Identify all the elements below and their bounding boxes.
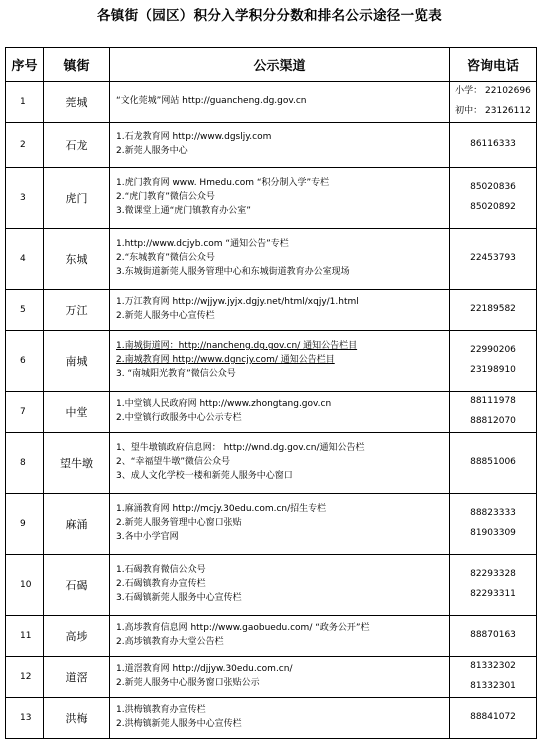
header-phone: 咨询电话 xyxy=(450,48,537,82)
town-name: 洪梅 xyxy=(44,698,110,739)
channel-line: 2.中堂镇行政服务中心公示专栏 xyxy=(116,413,242,423)
channel-line: 3.石碣镇新莞人服务中心宣传栏 xyxy=(116,592,242,603)
row-number: 6 xyxy=(6,331,44,392)
phone-number: 22189582 xyxy=(470,304,516,315)
header-town: 镇街 xyxy=(44,48,110,82)
row-number: 4 xyxy=(6,229,44,290)
row-number: 10 xyxy=(6,555,44,616)
town-name: 莞城 xyxy=(44,82,110,123)
phone-number: 88823333 xyxy=(470,508,516,519)
channel-line: 2.新莞人服务中心 xyxy=(116,146,188,156)
town-name: 道滘 xyxy=(44,657,110,698)
row-number: 8 xyxy=(6,433,44,494)
channel-line: 1.南城街道网：http://nancheng.dg.gov.cn/ 通知公告栏目 xyxy=(116,341,358,352)
channel-line: 3、成人文化学校一楼和新莞人服务中心窗口 xyxy=(116,470,293,481)
channel-line: “文化莞城”网站 http://guancheng.dg.gov.cn xyxy=(116,96,307,107)
channel-cell xyxy=(110,698,450,739)
channel-line: 1.高埗教育信息网 http://www.gaobuedu.com/ “政务公开”栏 xyxy=(116,623,370,634)
phone-number: 23198910 xyxy=(470,365,516,375)
table-row xyxy=(6,433,537,494)
phone-number: 88812070 xyxy=(470,416,516,426)
table-row xyxy=(6,331,537,392)
phone-number: 82293311 xyxy=(470,589,516,599)
channel-line: 2.新莞人服务中心宣传栏 xyxy=(116,311,215,321)
row-number: 13 xyxy=(6,698,44,739)
town-name: 虎门 xyxy=(44,168,110,229)
channel-line: 1.洪梅镇教育办宣传栏 xyxy=(116,705,206,716)
channel-line: 1、望牛墩镇政府信息网： http://wnd.dg.gov.cn/通知公告栏 xyxy=(116,443,365,454)
channel-cell xyxy=(110,331,450,392)
channel-cell xyxy=(110,657,450,698)
town-name: 南城 xyxy=(44,331,110,392)
channel-line: 3. “南城阳光教育”微信公众号 xyxy=(116,368,236,379)
phone-number: 81332301 xyxy=(470,681,516,691)
table-row xyxy=(6,616,537,657)
phone-cell xyxy=(450,657,537,698)
town-name: 中堂 xyxy=(44,392,110,433)
channel-cell xyxy=(110,290,450,331)
town-name: 麻涌 xyxy=(44,494,110,555)
channel-line: 1.麻涌教育网 http://mcjy.30edu.com.cn/招生专栏 xyxy=(116,504,327,515)
town-name: 石碣 xyxy=(44,555,110,616)
channel-cell xyxy=(110,82,450,123)
channel-line: 1.道滘教育网 http://djjyw.30edu.com.cn/ xyxy=(116,664,293,675)
header-no: 序号 xyxy=(6,48,44,82)
town-name: 东城 xyxy=(44,229,110,290)
phone-cell xyxy=(450,229,537,290)
channel-line: 2.石碣镇教育办宣传栏 xyxy=(116,579,206,590)
table-row xyxy=(6,168,537,229)
channel-cell xyxy=(110,229,450,290)
table-row xyxy=(6,657,537,698)
phone-cell xyxy=(450,698,537,739)
channel-cell xyxy=(110,392,450,433)
phone-cell xyxy=(450,494,537,555)
phone-number: 88870163 xyxy=(470,630,516,641)
channel-line: 1.中堂镇人民政府网 http://www.zhongtang.gov.cn xyxy=(116,399,332,410)
channel-cell xyxy=(110,616,450,657)
channel-line: 2.“虎门教育”微信公众号 xyxy=(116,192,215,203)
channel-line: 1.虎门教育网 www. Hmedu.com “积分制入学”专栏 xyxy=(116,178,330,189)
channel-line: 3.东城街道新莞人服务管理中心和东城街道教育办公室现场 xyxy=(116,266,350,277)
channel-line: 2.洪梅镇新莞人服务中心宣传栏 xyxy=(116,719,242,729)
channel-line: 2、“幸福望牛墩”微信公众号 xyxy=(116,457,231,468)
header-channel: 公示渠道 xyxy=(110,48,450,82)
channel-line: 1.http://www.dcjyb.com “通知公告”专栏 xyxy=(116,239,289,250)
table-row xyxy=(6,229,537,290)
town-name: 石龙 xyxy=(44,123,110,168)
table-row xyxy=(6,82,537,123)
table-row xyxy=(6,698,537,739)
phone-number: 85020836 xyxy=(470,182,516,193)
channel-cell xyxy=(110,494,450,555)
announcement-table xyxy=(5,47,537,739)
channel-line: 2.新莞人服务中心服务窗口张贴公示 xyxy=(116,678,260,688)
phone-cell xyxy=(450,123,537,168)
phone-cell xyxy=(450,433,537,494)
channel-cell xyxy=(110,433,450,494)
phone-cell xyxy=(450,331,537,392)
phone-number: 小学： 22102696 xyxy=(455,86,531,97)
phone-number: 初中： 23126112 xyxy=(455,106,531,116)
table-row xyxy=(6,290,537,331)
row-number: 2 xyxy=(6,123,44,168)
page-title: 各镇街（园区）积分入学积分分数和排名公示途径一览表 xyxy=(97,8,442,24)
channel-line: 1.石碣教育微信公众号 xyxy=(116,565,206,576)
row-number: 3 xyxy=(6,168,44,229)
town-name: 万江 xyxy=(44,290,110,331)
town-name: 望牛墩 xyxy=(44,433,110,494)
table-row xyxy=(6,494,537,555)
channel-line: 2.新莞人服务管理中心窗口张贴 xyxy=(116,518,242,529)
channel-line: 3.微课堂上通“虎门镇教育办公室” xyxy=(116,205,251,216)
row-number: 1 xyxy=(6,82,44,123)
phone-number: 82293328 xyxy=(470,569,516,580)
table-row xyxy=(6,392,537,433)
phone-number: 88111978 xyxy=(470,396,516,407)
phone-number: 88841072 xyxy=(470,712,516,723)
phone-cell xyxy=(450,290,537,331)
phone-number: 88851006 xyxy=(470,457,516,468)
phone-number: 86116333 xyxy=(470,139,516,150)
channel-line: 1.万江教育网 http://wjjyw.jyjx.dgjy.net/html/xqjy/1.html xyxy=(116,297,359,308)
table-row xyxy=(6,555,537,616)
row-number: 9 xyxy=(6,494,44,555)
row-number: 5 xyxy=(6,290,44,331)
table-row xyxy=(6,123,537,168)
channel-line: 2.“东城教育”微信公众号 xyxy=(116,253,215,264)
row-number: 7 xyxy=(6,392,44,433)
channel-line: 2.高埗镇教育办大堂公告栏 xyxy=(116,637,224,647)
row-number: 12 xyxy=(6,657,44,698)
phone-number: 81903309 xyxy=(470,528,516,538)
town-name: 高埗 xyxy=(44,616,110,657)
channel-line: 1.石龙教育网 http://www.dgsljy.com xyxy=(116,132,272,143)
phone-number: 22453793 xyxy=(470,253,516,264)
header-row xyxy=(6,48,537,82)
phone-cell xyxy=(450,392,537,433)
channel-line: 2.南城教育网 http://www.dgncjy.com/ 通知公告栏目 xyxy=(116,355,335,366)
phone-cell xyxy=(450,82,537,123)
phone-number: 22990206 xyxy=(470,345,516,356)
phone-number: 81332302 xyxy=(470,661,516,672)
phone-cell xyxy=(450,168,537,229)
phone-cell xyxy=(450,616,537,657)
phone-number: 85020892 xyxy=(470,202,516,212)
channel-cell xyxy=(110,168,450,229)
row-number: 11 xyxy=(6,616,44,657)
phone-cell xyxy=(450,555,537,616)
channel-line: 3.各中小学官网 xyxy=(116,531,179,542)
channel-cell xyxy=(110,123,450,168)
channel-cell xyxy=(110,555,450,616)
